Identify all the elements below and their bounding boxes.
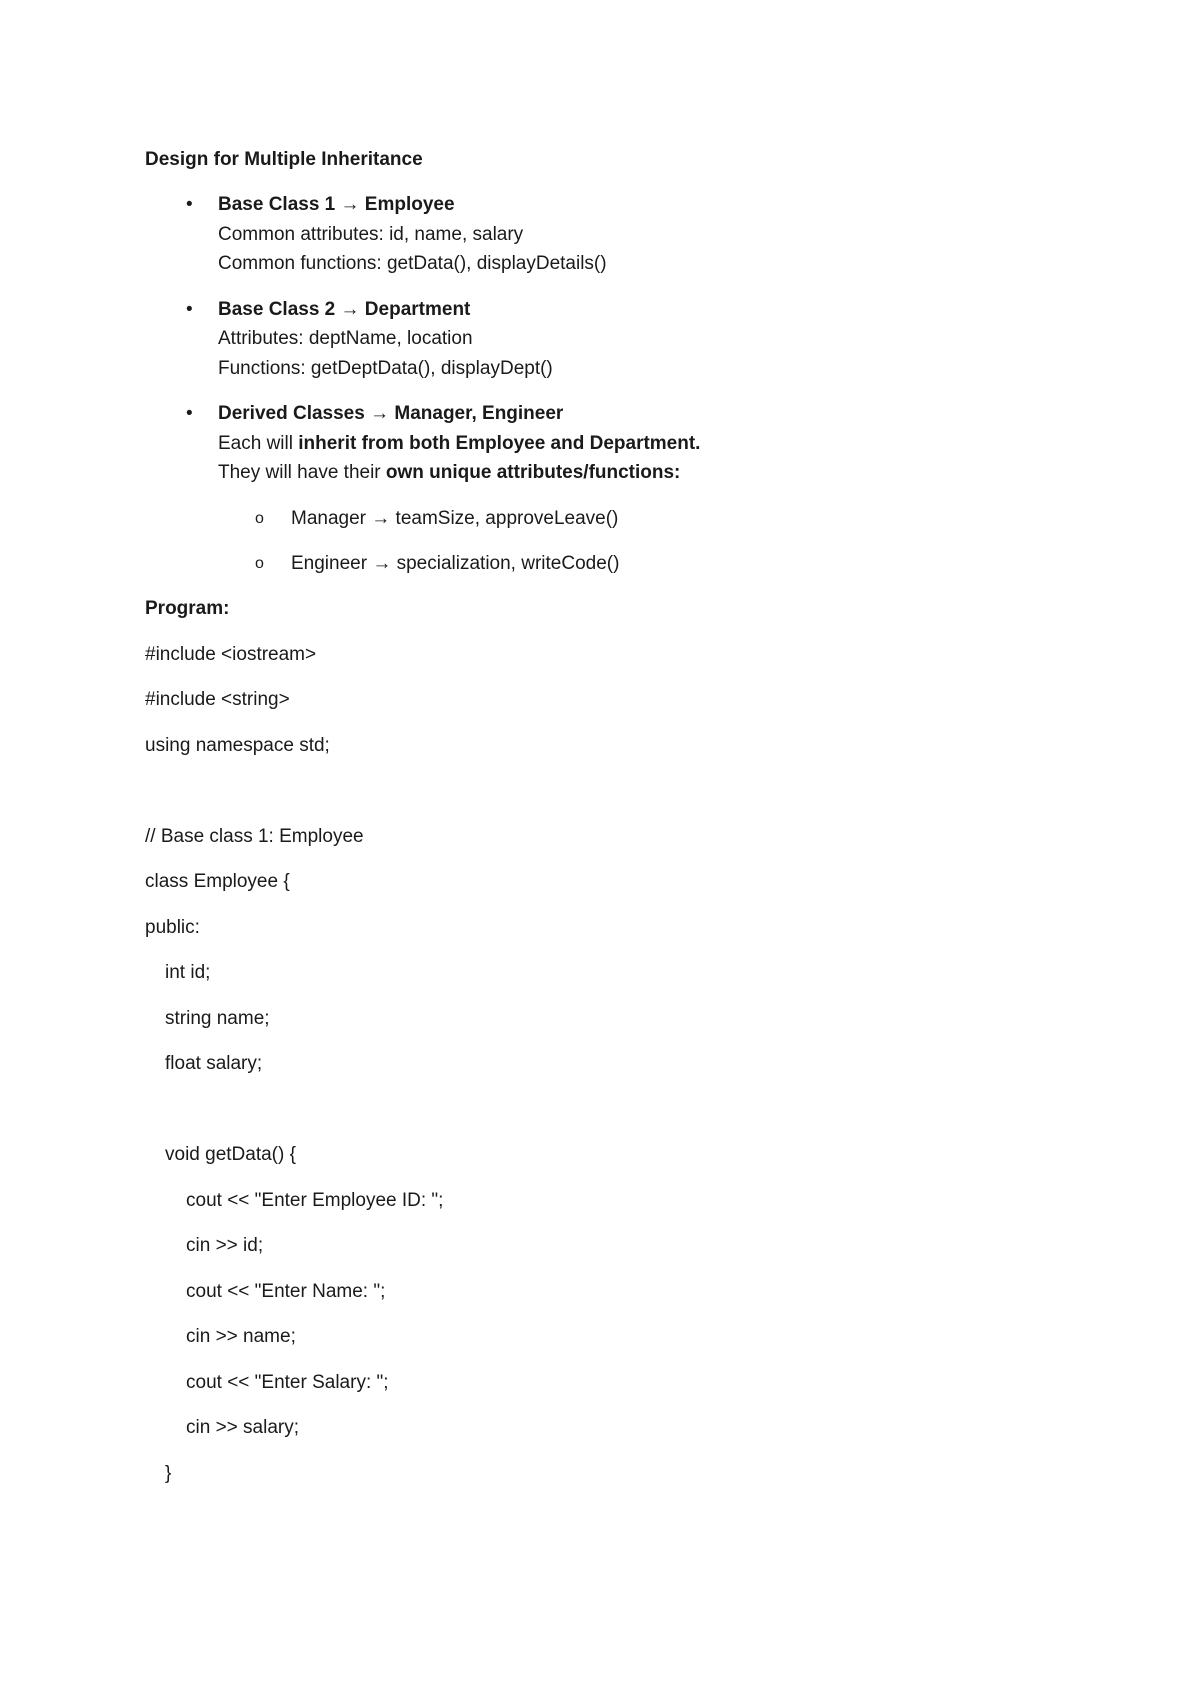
section-heading-department: Base Class 2 → Department [218,299,471,320]
code-line: class Employee { [145,871,290,892]
bullet-marker: • [186,403,193,424]
section-line: Common attributes: id, name, salary [218,224,524,245]
code-line: float salary; [165,1053,263,1074]
text-run: They will have their [218,462,386,483]
code-line: } [165,1463,172,1484]
section-line [218,432,700,456]
bullet-marker: • [186,194,193,215]
section-line: Functions: getDeptData(), displayDept() [218,358,553,379]
section-line: Attributes: deptName, location [218,328,473,349]
code-line: #include <iostream> [145,644,317,665]
section-heading-employee: Base Class 1 → Employee [218,194,455,215]
bullet-marker: • [186,299,193,320]
code-line: cin >> salary; [186,1417,299,1438]
code-line: int id; [165,962,211,983]
code-line: #include <string> [145,689,290,710]
code-line: cout << "Enter Name: "; [186,1281,386,1302]
subbullet-marker: o [255,510,264,527]
document-title: Design for Multiple Inheritance [145,149,423,170]
subitem-manager: Manager → teamSize, approveLeave() [291,508,619,529]
text-run-bold: own unique attributes/functions: [385,462,681,483]
text-run-bold: inherit from both Employee and Department. [298,433,701,454]
code-line: cout << "Enter Employee ID: "; [186,1190,444,1211]
text-run: Each will [218,433,299,454]
code-line: cin >> id; [186,1235,264,1256]
code-line: void getData() { [165,1144,296,1165]
subitem-engineer: Engineer → specialization, writeCode() [291,553,620,574]
program-label: Program: [145,598,230,619]
code-line: public: [145,917,200,938]
section-line [218,461,680,485]
code-line: string name; [165,1008,270,1029]
section-heading-derived: Derived Classes → Manager, Engineer [218,403,564,424]
code-line: using namespace std; [145,735,330,756]
code-line: cin >> name; [186,1326,296,1347]
code-line: cout << "Enter Salary: "; [186,1372,389,1393]
subbullet-marker: o [255,555,264,572]
section-line: Common functions: getData(), displayDetails() [218,253,607,274]
code-comment: // Base class 1: Employee [145,826,364,847]
